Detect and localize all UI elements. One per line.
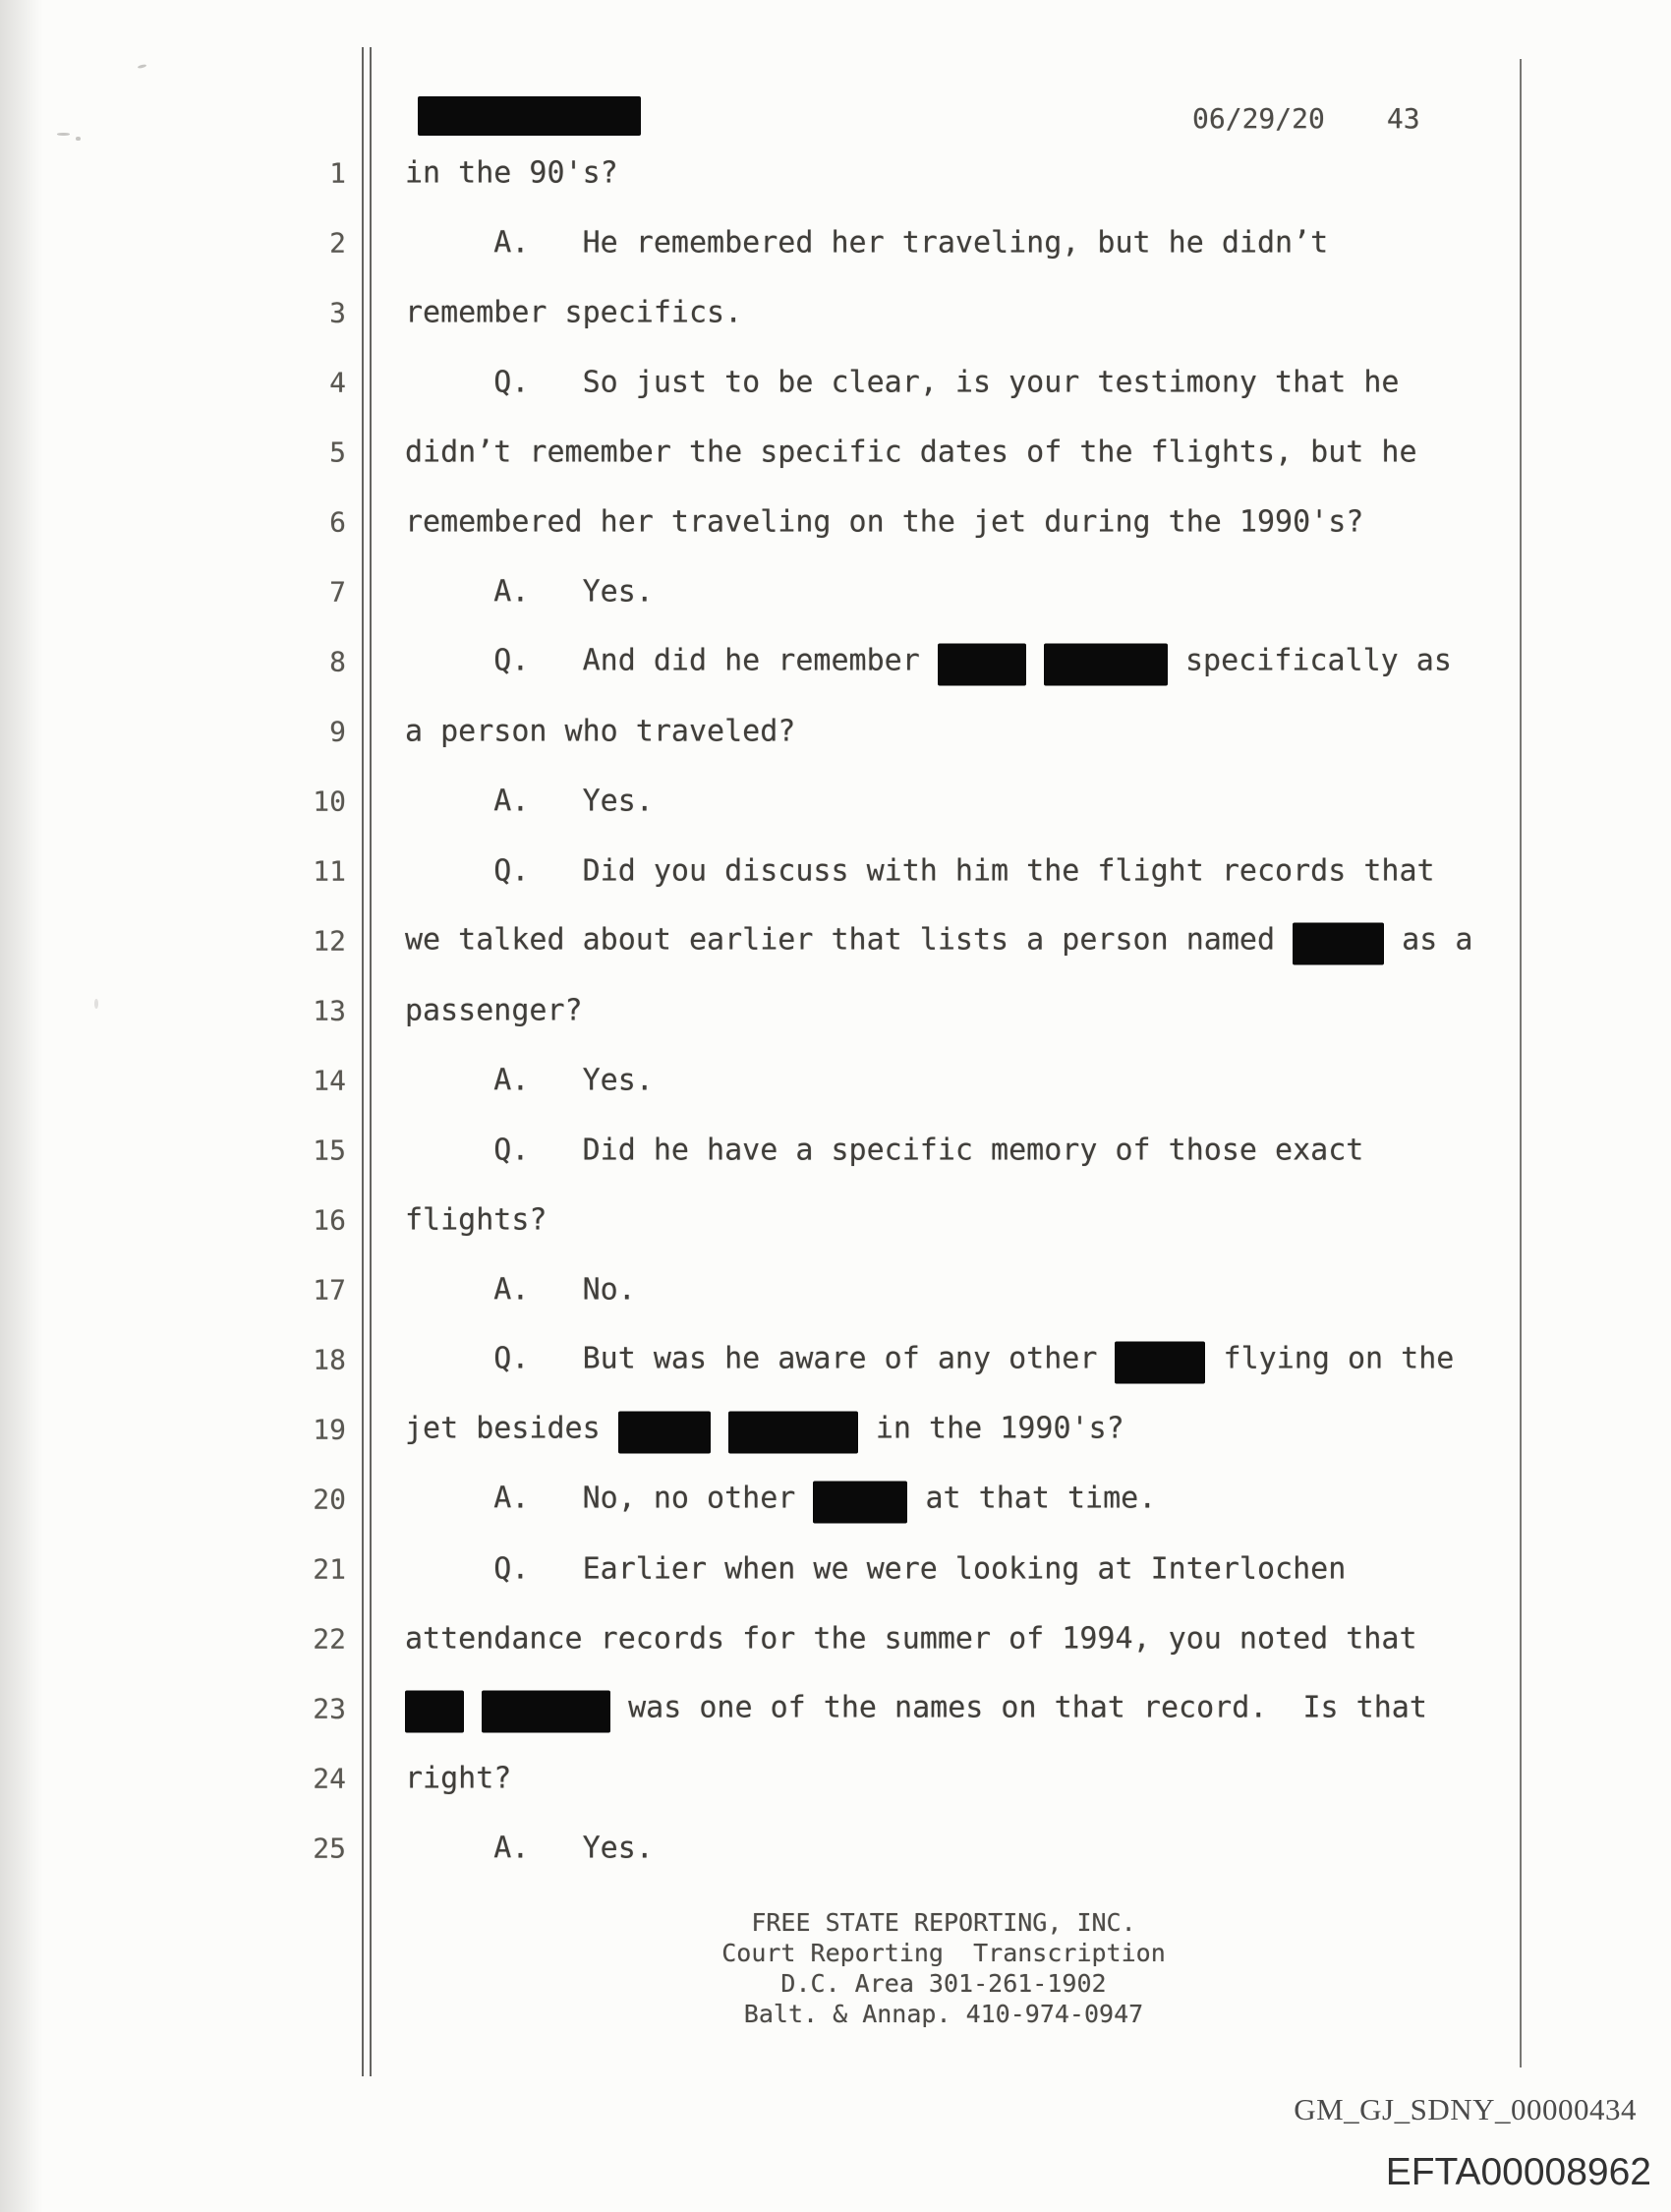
- header-page-number: 43: [1386, 102, 1420, 135]
- line-number: 7: [329, 575, 346, 608]
- line-text: [405, 1831, 654, 1865]
- text-segment: Q. Did he have a specific memory of those exact: [405, 1133, 1364, 1167]
- line-text: [405, 853, 1435, 888]
- redaction-box: [1293, 922, 1384, 964]
- redaction-box: [813, 1481, 907, 1523]
- transcript-line: [0, 766, 1671, 836]
- redaction-box: [938, 643, 1026, 685]
- transcript-line: [0, 1045, 1671, 1115]
- line-number: 18: [313, 1343, 346, 1375]
- transcript-line: [0, 1185, 1671, 1254]
- line-text: [405, 155, 618, 190]
- line-text: [405, 435, 1417, 469]
- redaction-box: [405, 1690, 464, 1732]
- transcript-line: [0, 1603, 1671, 1673]
- transcript-line: [0, 1394, 1671, 1464]
- transcript-line: [0, 1254, 1671, 1324]
- bates-stamp: GM_GJ_SDNY_00000434: [1294, 2092, 1637, 2126]
- text-segment: jet besides: [405, 1411, 618, 1445]
- transcript-line: [0, 1673, 1671, 1743]
- transcript-line: [0, 556, 1671, 626]
- line-number: 20: [313, 1483, 346, 1515]
- text-segment: in the 90's?: [405, 155, 618, 190]
- transcript-line: [0, 138, 1671, 207]
- text-segment: attendance records for the summer of 1994, you noted that: [405, 1621, 1417, 1656]
- text-segment: [1026, 643, 1044, 677]
- line-text: [405, 1478, 1156, 1520]
- line-number: 14: [313, 1064, 346, 1096]
- line-text: [405, 1761, 511, 1795]
- line-number: 15: [313, 1134, 346, 1166]
- text-segment: a person who traveled?: [405, 714, 796, 748]
- text-segment: Q. Earlier when we were looking at Interlochen: [405, 1551, 1347, 1586]
- text-segment: was one of the names on that record. Is that: [610, 1690, 1427, 1724]
- text-segment: specifically as: [1167, 643, 1452, 677]
- text-segment: Q. And did he remember: [405, 643, 938, 677]
- line-text: [405, 640, 1452, 682]
- text-segment: passenger?: [405, 993, 583, 1027]
- line-number: 9: [329, 715, 346, 747]
- header-date: 06/29/20: [1192, 102, 1325, 135]
- text-segment: A. Yes.: [405, 1831, 654, 1865]
- text-segment: we talked about earlier that lists a person named: [405, 922, 1294, 957]
- line-number: 21: [313, 1552, 346, 1585]
- footer-line: FREE STATE REPORTING, INC.: [751, 1908, 1136, 1937]
- line-number: 13: [313, 994, 346, 1026]
- transcript-line: [0, 1813, 1671, 1883]
- line-text: [405, 1338, 1454, 1380]
- text-segment: [711, 1411, 728, 1445]
- line-text: [405, 574, 654, 609]
- text-segment: A. He remembered her traveling, but he didn’t: [405, 225, 1329, 260]
- line-number: 1: [329, 156, 346, 189]
- transcript-line: [0, 207, 1671, 277]
- text-segment: A. Yes.: [405, 784, 654, 818]
- transcript-line: [0, 1324, 1671, 1394]
- line-text: [405, 225, 1328, 260]
- transcript-line: [0, 905, 1671, 975]
- line-text: [405, 504, 1363, 539]
- text-segment: didn’t remember the specific dates of the flights, but he: [405, 435, 1417, 469]
- text-segment: remembered her traveling on the jet during the 1990's?: [405, 504, 1364, 539]
- line-text: [405, 993, 583, 1027]
- redaction-box: [618, 1411, 711, 1453]
- transcript-line: [0, 1115, 1671, 1185]
- text-segment: right?: [405, 1761, 512, 1795]
- line-number: 3: [329, 296, 346, 328]
- text-segment: flights?: [405, 1202, 547, 1237]
- text-segment: A. No, no other: [405, 1481, 814, 1515]
- transcript-line: [0, 487, 1671, 556]
- line-text: [405, 1687, 1427, 1729]
- line-text: [405, 714, 795, 748]
- text-segment: at that time.: [907, 1481, 1157, 1515]
- line-number: 6: [329, 505, 346, 538]
- line-number: 10: [313, 785, 346, 817]
- transcript-line: [0, 626, 1671, 696]
- line-number: 11: [313, 854, 346, 887]
- line-text: [405, 1202, 547, 1237]
- line-text: [405, 1063, 654, 1097]
- line-number: 19: [313, 1413, 346, 1445]
- text-segment: flying on the: [1205, 1341, 1455, 1375]
- line-text: [405, 919, 1472, 961]
- footer-line: D.C. Area 301-261-1902: [780, 1969, 1107, 1998]
- text-segment: in the 1990's?: [857, 1411, 1124, 1445]
- line-number: 24: [313, 1762, 346, 1794]
- production-number-stamp: EFTA00008962: [1385, 2151, 1651, 2193]
- footer-line: Balt. & Annap. 410-974-0947: [743, 2000, 1144, 2028]
- text-segment: remember specifics.: [405, 295, 743, 329]
- line-text: [405, 784, 654, 818]
- line-text: [405, 1133, 1363, 1167]
- line-number: 17: [313, 1273, 346, 1306]
- transcript-line: [0, 975, 1671, 1045]
- line-number: 2: [329, 226, 346, 259]
- text-segment: as a: [1384, 922, 1473, 957]
- line-text: [405, 1621, 1417, 1656]
- transcript-line: [0, 836, 1671, 905]
- transcript-line: [0, 1743, 1671, 1813]
- line-number: 25: [313, 1832, 346, 1864]
- footer-line: Court Reporting Transcription: [721, 1939, 1166, 1967]
- transcript-line: [0, 1534, 1671, 1603]
- redaction-box: [482, 1690, 610, 1732]
- line-number: 23: [313, 1692, 346, 1724]
- line-text: [405, 1272, 636, 1307]
- transcript-line: [0, 696, 1671, 766]
- text-segment: [464, 1690, 482, 1724]
- line-number: 4: [329, 366, 346, 398]
- redaction-box: [1115, 1341, 1205, 1383]
- text-segment: Q. So just to be clear, is your testimony that he: [405, 365, 1400, 399]
- text-segment: Q. Did you discuss with him the flight records that: [405, 853, 1435, 888]
- line-number: 5: [329, 436, 346, 468]
- line-number: 16: [313, 1203, 346, 1236]
- text-segment: A. Yes.: [405, 1063, 654, 1097]
- line-text: [405, 1551, 1346, 1586]
- text-segment: A. Yes.: [405, 574, 654, 609]
- transcript-line: [0, 347, 1671, 417]
- line-number: 22: [313, 1622, 346, 1655]
- redaction-box: [1044, 643, 1168, 685]
- line-text: [405, 1408, 1124, 1450]
- transcript-line: [0, 417, 1671, 487]
- transcript-line: [0, 277, 1671, 347]
- text-segment: A. No.: [405, 1272, 636, 1307]
- line-text: [405, 295, 742, 329]
- redaction-box: [728, 1411, 858, 1453]
- text-segment: Q. But was he aware of any other: [405, 1341, 1116, 1375]
- transcript-line: [0, 1464, 1671, 1534]
- line-number: 8: [329, 645, 346, 677]
- reporter-footer: [405, 1907, 1482, 2029]
- line-text: [405, 365, 1399, 399]
- line-number: 12: [313, 924, 346, 957]
